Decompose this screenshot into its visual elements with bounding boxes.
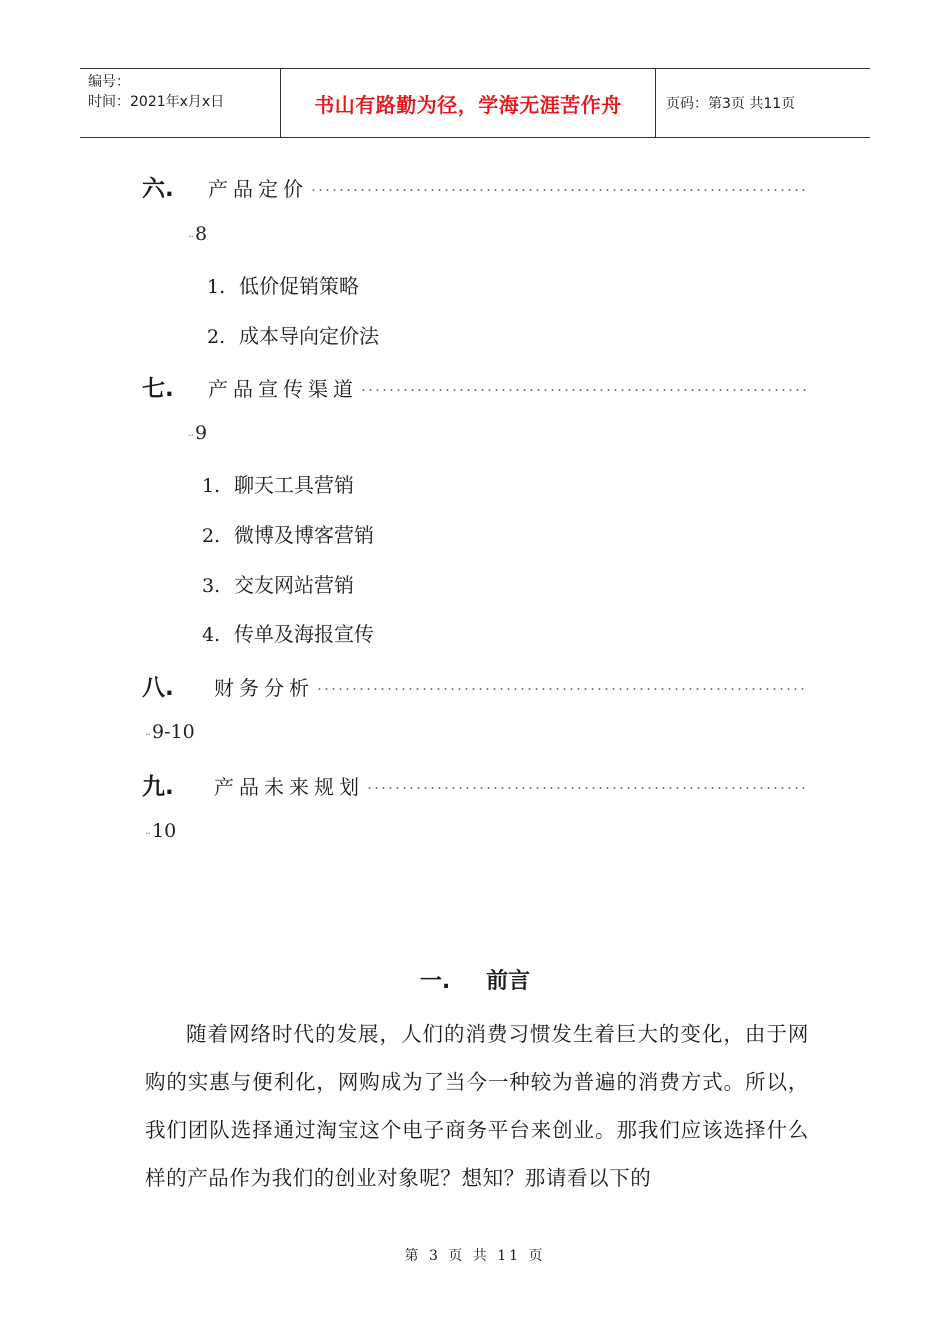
paragraph: 随着网络时代的发展，人们的消费习惯发生着巨大的变化，由于网购的实惠与便利化，网购成为了当今一种较为普遍的消费方式。所以，我们团队选择通过淘宝这个电子商务平台来创业。那我们应该选择什么样的产品作为我们的创业对象呢？想知？那请看以下的 xyxy=(145,1022,809,1190)
toc-title: 财务分析 xyxy=(214,676,314,700)
section-title: 前言 xyxy=(486,969,531,994)
toc-entry-9 xyxy=(142,768,807,800)
toc-leader xyxy=(366,786,807,790)
toc-leader xyxy=(310,188,807,192)
toc-title: 产品宣传渠道 xyxy=(208,377,358,401)
section-heading xyxy=(0,964,950,995)
toc-number: 六. xyxy=(142,176,174,202)
number-label: 编号： xyxy=(88,74,130,90)
page-footer: 第 3 页 共 11 页 xyxy=(404,1248,546,1264)
section-number: 一. xyxy=(419,969,451,994)
toc-leader xyxy=(316,687,807,691)
header-meta xyxy=(80,69,281,137)
toc-page-6: ·· 8 xyxy=(188,223,208,245)
toc-entry-8 xyxy=(142,669,807,701)
toc-page-7: ·· 9 xyxy=(188,422,208,444)
toc-subitem: 2. 成本导向定价法 xyxy=(207,324,379,348)
toc-title: 产品未来规划 xyxy=(214,775,364,799)
header-page-info: 页码：第3页 共11页 xyxy=(666,96,796,112)
time-label: 时间：2021年x月x日 xyxy=(88,94,225,110)
toc-title: 产品定价 xyxy=(208,177,308,201)
toc-subitem: 3. 交友网站营销 xyxy=(202,573,354,597)
page-header xyxy=(80,68,870,138)
toc-number: 八. xyxy=(142,675,174,701)
toc-subitem: 1. 低价促销策略 xyxy=(207,274,359,298)
toc-entry-6 xyxy=(142,170,807,202)
toc-subitem: 4. 传单及海报宣传 xyxy=(202,622,374,646)
toc-page-8: ·· 9-10 xyxy=(145,721,195,743)
toc-subitem: 1. 聊天工具营销 xyxy=(202,473,354,497)
header-motto: 书山有路勤为径，学海无涯苦作舟 xyxy=(281,69,656,137)
toc-page-9: ·· 10 xyxy=(145,820,177,842)
toc-number: 九. xyxy=(142,774,174,800)
toc-number: 七. xyxy=(142,376,174,402)
toc-subitem: 2. 微博及博客营销 xyxy=(202,523,374,547)
body-text xyxy=(145,1010,809,1202)
toc-entry-7 xyxy=(142,370,807,402)
toc-leader xyxy=(360,388,807,392)
